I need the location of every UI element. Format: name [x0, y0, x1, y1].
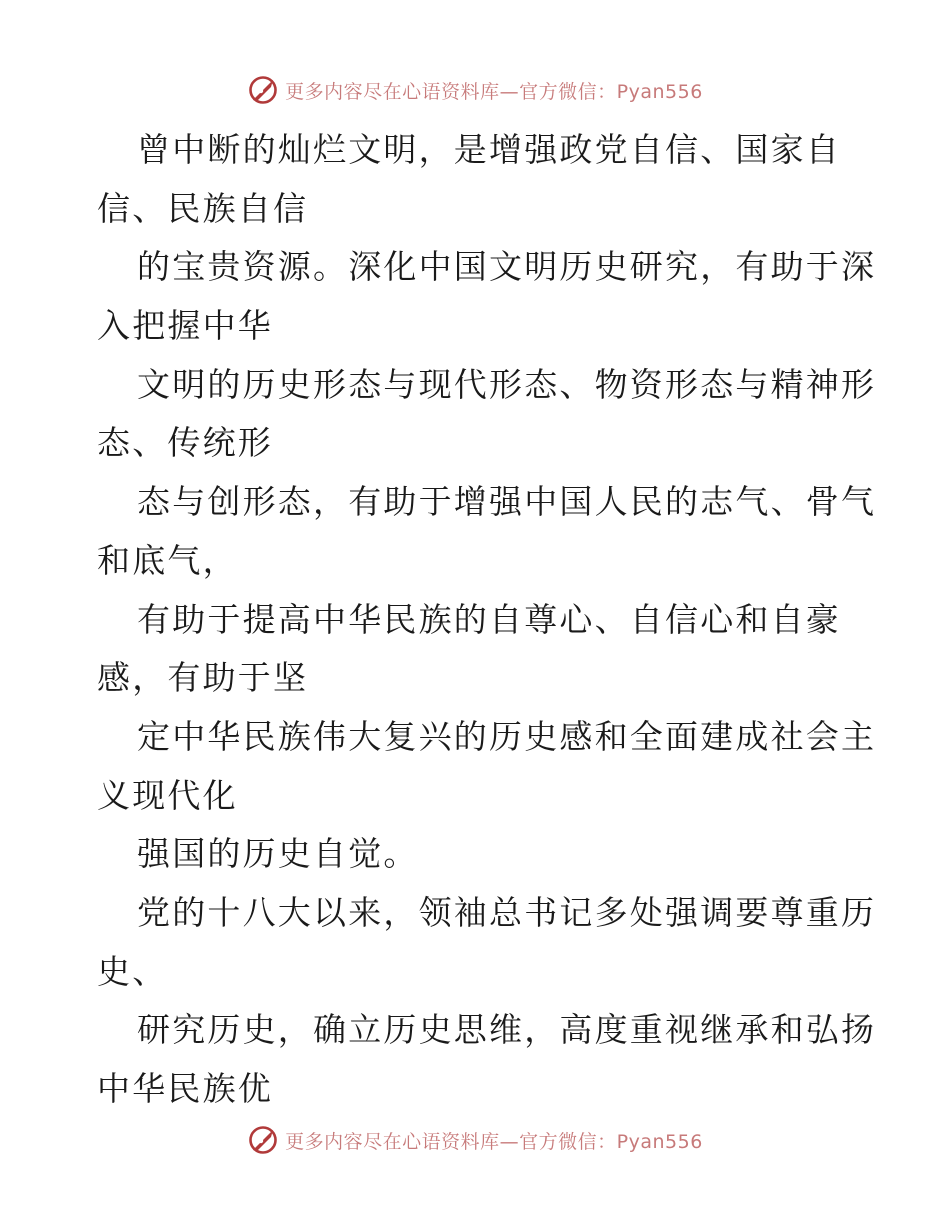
- text-line: 史、: [97, 951, 168, 991]
- pen-logo-icon: [247, 74, 279, 106]
- text-line: 态与创形态，有助于增强中国人民的志气、骨气: [137, 482, 877, 522]
- text-line: 感，有助于坚: [97, 658, 309, 698]
- text-line: 中华民族优: [97, 1069, 273, 1108]
- text-line: 的宝贵资源。深化中国文明历史研究，有助于深: [137, 247, 877, 287]
- header-watermark-text: 更多内容尽在心语资料库—官方微信：Pyan556: [285, 80, 703, 103]
- text-line: 态、传统形: [97, 423, 273, 463]
- text-line: 和底气，: [97, 540, 238, 580]
- text-line: 曾中断的灿烂文明，是增强政党自信、国家自: [137, 130, 841, 169]
- text-line: 入把握中华: [97, 306, 273, 346]
- text-line: 研究历史，确立历史思维，高度重视继承和弘扬: [137, 1010, 877, 1050]
- text-line: 定中华民族伟大复兴的历史感和全面建成社会主: [137, 716, 877, 756]
- text-line: 信、民族自信: [97, 188, 309, 228]
- document-body: [97, 121, 877, 1119]
- footer-watermark: [0, 1120, 950, 1160]
- text-line: 党的十八大以来，领袖总书记多处强调要尊重历: [137, 892, 877, 932]
- header-watermark: [0, 70, 950, 110]
- pen-logo-icon: [247, 1124, 279, 1156]
- text-line: 有助于提高中华民族的自尊心、自信心和自豪: [137, 599, 841, 639]
- footer-watermark-text: 更多内容尽在心语资料库—官方微信：Pyan556: [285, 1130, 703, 1153]
- text-line: 强国的历史自觉。: [137, 834, 419, 874]
- text-line: 义现代化: [97, 775, 238, 815]
- text-line: 文明的历史形态与现代形态、物资形态与精神形: [137, 364, 877, 404]
